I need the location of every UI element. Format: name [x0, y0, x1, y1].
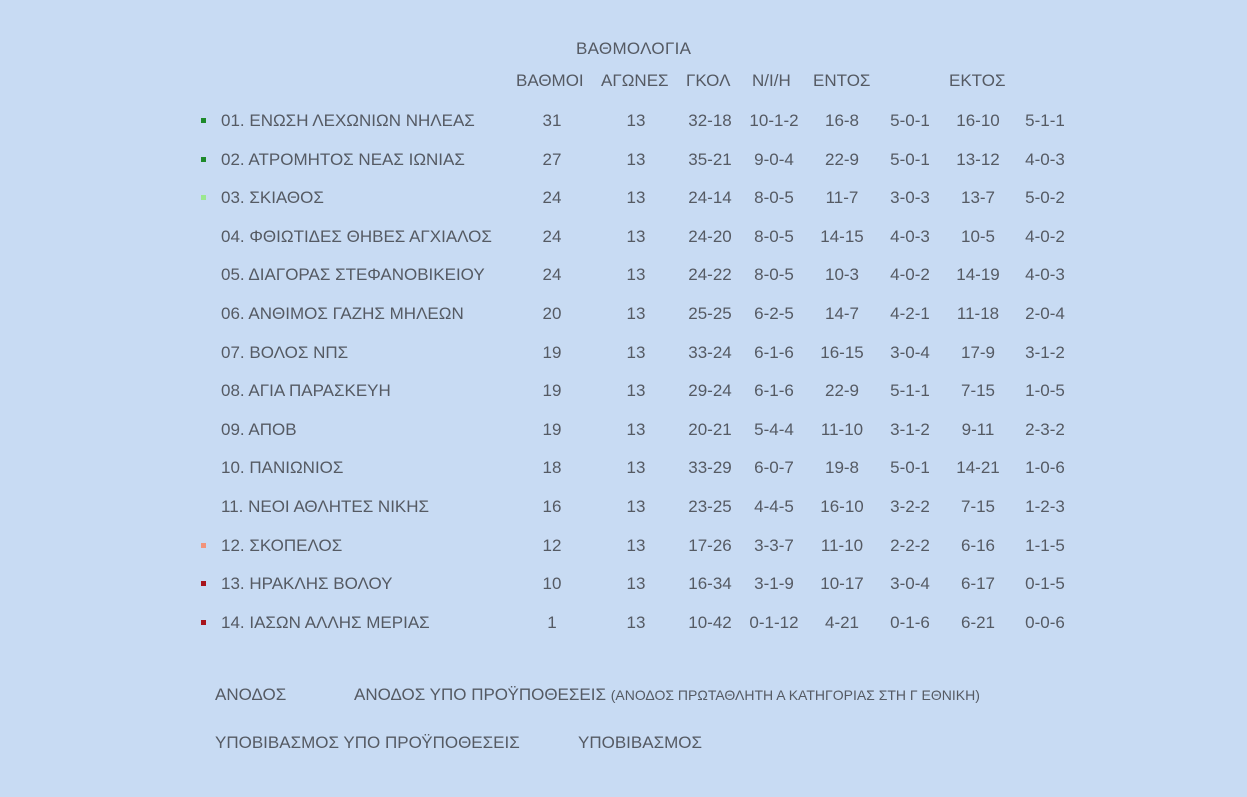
cell-points: 19 [542, 342, 562, 362]
cell-home-record: 5-0-1 [890, 111, 930, 130]
cell-games: 13 [626, 304, 646, 323]
cell-team: 03. ΣΚΙΑΘΟΣ [221, 188, 324, 208]
cell-away-record: 5-1-1 [1025, 111, 1065, 130]
header-points: ΒΑΘΜΟΙ [516, 71, 584, 90]
cell-games: 13 [626, 381, 646, 401]
cell-record: 8-0-5 [754, 188, 794, 208]
cell-goals: 23-25 [688, 497, 732, 516]
table-row [0, 222, 1247, 252]
table-row [0, 145, 1247, 175]
cell-away-goals: 17-9 [960, 342, 996, 362]
cell-team: 13. ΗΡΑΚΛΗΣ ΒΟΛΟΥ [221, 574, 393, 594]
cell-record: 8-0-5 [754, 226, 794, 246]
cell-record: 0-1-12 [749, 612, 799, 632]
cell-team: 11. ΝΕΟΙ ΑΘΛΗΤΕΣ ΝΙΚΗΣ [221, 497, 430, 516]
cell-games: 13 [626, 149, 646, 169]
cell-away-goals: 13-12 [956, 149, 1000, 169]
cell-points: 24 [542, 265, 562, 285]
cell-games: 13 [626, 342, 646, 362]
cell-games: 13 [626, 188, 646, 208]
cell-away-record: 2-3-2 [1025, 419, 1065, 439]
table-row [0, 531, 1247, 561]
cell-team: 06. ΑΝΘΙΜΟΣ ΓΑΖΗΣ ΜΗΛΕΩΝ [221, 304, 464, 323]
cell-away-goals: 11-18 [956, 304, 1000, 323]
cell-points: 19 [542, 419, 562, 439]
cell-away-goals: 9-11 [961, 419, 995, 439]
cell-goals: 20-21 [688, 419, 732, 439]
cell-team: 10. ΠΑΝΙΩΝΙΟΣ [221, 458, 344, 478]
cell-away-goals: 6-21 [960, 612, 996, 632]
status-marker [201, 118, 206, 123]
cell-record: 3-3-7 [754, 535, 794, 555]
cell-goals: 33-29 [688, 458, 732, 478]
status-marker [201, 543, 206, 548]
cell-away-record: 1-0-6 [1025, 458, 1065, 478]
cell-games: 13 [626, 612, 646, 632]
cell-home-goals: 10-3 [824, 265, 860, 285]
cell-home-record: 4-0-2 [890, 265, 930, 285]
cell-home-record: 3-0-4 [890, 574, 930, 594]
cell-points: 27 [542, 149, 562, 169]
cell-home-record: 5-0-1 [890, 149, 930, 169]
header-games: ΑΓΩΝΕΣ [601, 71, 669, 90]
cell-games: 13 [626, 574, 646, 594]
cell-points: 24 [542, 188, 562, 208]
cell-home-goals: 22-9 [824, 149, 860, 169]
table-row [0, 453, 1247, 483]
cell-team: 01. ΕΝΩΣΗ ΛΕΧΩΝΙΩΝ ΝΗΛΕΑΣ [221, 111, 475, 130]
cell-home-record: 4-2-1 [890, 304, 930, 323]
cell-home-goals: 19-8 [824, 458, 860, 478]
cell-home-goals: 11-10 [820, 419, 864, 439]
table-row [0, 376, 1247, 406]
cell-team: 05. ΔΙΑΓΟΡΑΣ ΣΤΕΦΑΝΟΒΙΚΕΙΟΥ [221, 265, 485, 285]
cell-record: 6-0-7 [754, 458, 794, 478]
cell-home-goals: 14-15 [820, 226, 864, 246]
cell-team: 08. ΑΓΙΑ ΠΑΡΑΣΚΕΥΗ [221, 381, 391, 401]
cell-away-goals: 6-16 [960, 535, 996, 555]
header-goals: ΓΚΟΛ [686, 71, 731, 90]
table-row [0, 338, 1247, 368]
cell-home-goals: 16-15 [820, 342, 864, 362]
table-row [0, 299, 1247, 329]
cell-points: 20 [542, 304, 562, 323]
legend-conditional-promotion-text: ΑΝΟΔΟΣ ΥΠΟ ΠΡΟΫΠΟΘΕΣΕΙΣ [354, 685, 606, 704]
status-marker [201, 195, 206, 200]
cell-away-goals: 7-15 [960, 497, 996, 516]
cell-points: 19 [542, 381, 562, 401]
legend-conditional-promotion-label [354, 685, 980, 705]
cell-team: 09. ΑΠΟΒ [221, 419, 297, 439]
cell-away-goals: 10-5 [960, 226, 996, 246]
table-row [0, 415, 1247, 445]
cell-away-record: 0-1-5 [1025, 574, 1065, 594]
cell-home-goals: 22-9 [824, 381, 860, 401]
header-away: ΕΚΤΟΣ [949, 71, 1006, 90]
cell-home-record: 3-0-4 [890, 342, 930, 362]
cell-record: 8-0-5 [754, 265, 794, 285]
cell-home-record: 4-0-3 [890, 226, 930, 246]
cell-away-record: 4-0-3 [1025, 149, 1065, 169]
legend-conditional-promotion-note: (ΑΝΟΔΟΣ ΠΡΩΤΑΘΛΗΤΗ Α ΚΑΤΗΓΟΡΙΑΣ ΣΤΗ Γ ΕΘΝΙΚΗ) [610, 687, 980, 703]
cell-games: 13 [626, 535, 646, 555]
legend-promotion-label: ΑΝΟΔΟΣ [215, 685, 287, 704]
cell-away-record: 1-0-5 [1025, 381, 1065, 401]
cell-team: 12. ΣΚΟΠΕΛΟΣ [221, 535, 343, 555]
cell-points: 31 [542, 111, 562, 130]
header-home: ΕΝΤΟΣ [813, 71, 871, 90]
cell-points: 10 [542, 574, 562, 594]
table-row [0, 569, 1247, 599]
cell-goals: 25-25 [688, 304, 732, 323]
cell-home-goals: 4-21 [824, 612, 860, 632]
cell-team: 04. ΦΘΙΩΤΙΔΕΣ ΘΗΒΕΣ ΑΓΧΙΑΛΟΣ [221, 226, 492, 246]
cell-goals: 10-42 [688, 612, 732, 632]
cell-away-goals: 7-15 [960, 381, 996, 401]
cell-home-record: 0-1-6 [890, 612, 930, 632]
cell-games: 13 [626, 497, 646, 516]
cell-record: 5-4-4 [754, 419, 794, 439]
cell-points: 1 [547, 612, 557, 632]
table-row [0, 183, 1247, 213]
cell-goals: 16-34 [688, 574, 732, 594]
cell-team: 14. ΙΑΣΩΝ ΑΛΛΗΣ ΜΕΡΙΑΣ [221, 612, 430, 632]
table-row [0, 260, 1247, 290]
cell-home-record: 3-2-2 [890, 497, 930, 516]
cell-record: 6-1-6 [754, 381, 794, 401]
cell-away-goals: 14-19 [956, 265, 1000, 285]
cell-record: 4-4-5 [754, 497, 794, 516]
cell-home-goals: 16-10 [820, 497, 864, 516]
cell-away-record: 3-1-2 [1025, 342, 1065, 362]
cell-games: 13 [626, 458, 646, 478]
header-record: Ν/Ι/Η [752, 71, 791, 90]
cell-away-record: 0-0-6 [1025, 612, 1065, 632]
cell-goals: 24-20 [688, 226, 732, 246]
status-marker [201, 620, 206, 625]
cell-points: 24 [542, 226, 562, 246]
cell-goals: 17-26 [688, 535, 732, 555]
cell-team: 02. ΑΤΡΟΜΗΤΟΣ ΝΕΑΣ ΙΩΝΙΑΣ [221, 149, 465, 169]
cell-home-goals: 11-7 [825, 188, 859, 208]
cell-home-goals: 10-17 [820, 574, 864, 594]
cell-games: 13 [626, 111, 646, 130]
legend-relegation-label: ΥΠΟΒΙΒΑΣΜΟΣ [578, 733, 702, 752]
cell-games: 13 [626, 419, 646, 439]
cell-away-record: 5-0-2 [1025, 188, 1065, 208]
cell-record: 9-0-4 [754, 149, 794, 169]
cell-home-record: 3-0-3 [890, 188, 930, 208]
cell-home-record: 3-1-2 [890, 419, 930, 439]
cell-record: 6-1-6 [754, 342, 794, 362]
cell-goals: 35-21 [688, 149, 732, 169]
cell-home-goals: 16-8 [824, 111, 860, 130]
cell-goals: 29-24 [688, 381, 732, 401]
cell-points: 12 [542, 535, 562, 555]
cell-record: 10-1-2 [749, 111, 799, 130]
cell-home-goals: 11-10 [820, 535, 864, 555]
cell-goals: 24-14 [688, 188, 732, 208]
cell-away-record: 1-2-3 [1025, 497, 1065, 516]
cell-record: 6-2-5 [754, 304, 794, 323]
cell-away-record: 1-1-5 [1025, 535, 1065, 555]
standings-title: ΒΑΘΜΟΛΟΓΙΑ [576, 39, 692, 58]
status-marker [201, 157, 206, 162]
cell-games: 13 [626, 265, 646, 285]
cell-record: 3-1-9 [754, 574, 794, 594]
table-row [0, 106, 1247, 136]
cell-away-goals: 14-21 [956, 458, 1000, 478]
cell-away-goals: 16-10 [956, 111, 1000, 130]
cell-goals: 24-22 [688, 265, 732, 285]
status-marker [201, 581, 206, 586]
table-row [0, 608, 1247, 638]
cell-home-record: 5-1-1 [890, 381, 930, 401]
cell-away-record: 4-0-2 [1025, 226, 1065, 246]
cell-away-record: 2-0-4 [1025, 304, 1065, 323]
cell-away-goals: 13-7 [960, 188, 996, 208]
cell-points: 18 [542, 458, 562, 478]
cell-home-goals: 14-7 [824, 304, 860, 323]
cell-points: 16 [542, 497, 562, 516]
cell-home-record: 2-2-2 [890, 535, 930, 555]
cell-home-record: 5-0-1 [890, 458, 930, 478]
legend-conditional-relegation-label: ΥΠΟΒΙΒΑΣΜΟΣ ΥΠΟ ΠΡΟΫΠΟΘΕΣΕΙΣ [215, 733, 520, 752]
cell-goals: 33-24 [688, 342, 732, 362]
cell-goals: 32-18 [688, 111, 732, 130]
cell-team: 07. ΒΟΛΟΣ ΝΠΣ [221, 342, 349, 362]
cell-away-record: 4-0-3 [1025, 265, 1065, 285]
table-row [0, 492, 1247, 522]
cell-away-goals: 6-17 [960, 574, 996, 594]
cell-games: 13 [626, 226, 646, 246]
